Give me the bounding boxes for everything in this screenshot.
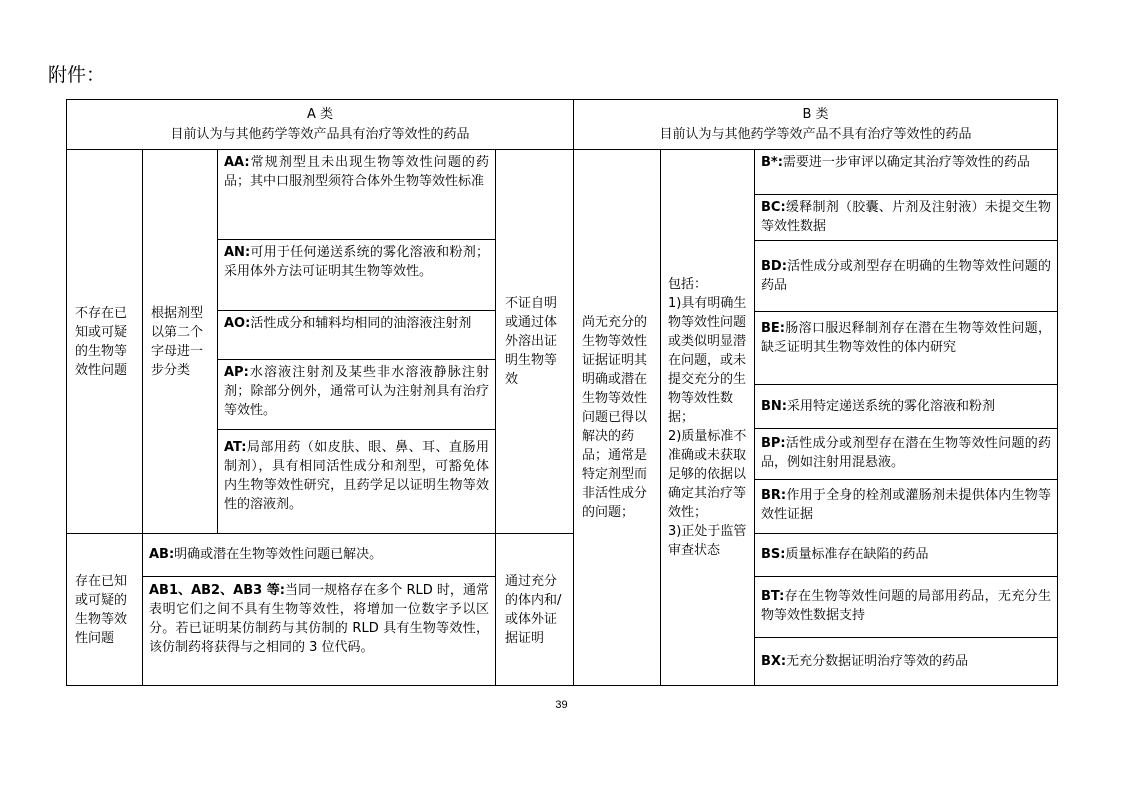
class-a-subtitle: 目前认为与其他药学等效产品具有治疗等效性的药品 xyxy=(170,126,470,142)
item-ao xyxy=(217,310,496,360)
item-bc-text: 缓释制剂（胶囊、片剂及注射液）未提交生物等效性数据 xyxy=(761,200,1051,234)
b-includes-item-1: 1)具有明确生物等效性问题或类似明显潜在问题，或未提交充分的生物等效性数据； xyxy=(668,296,747,425)
item-aa xyxy=(217,149,496,240)
item-b-star-code: B*: xyxy=(761,155,783,170)
item-ab-numbered-code: AB1、AB2、AB3 等: xyxy=(149,583,285,598)
a-group1-sub xyxy=(142,149,218,534)
item-ao-code: AO: xyxy=(224,316,251,331)
item-bd-code: BD: xyxy=(761,259,787,274)
b-includes-list xyxy=(668,275,747,560)
a-group2-evidence xyxy=(495,533,574,686)
class-a-title: A 类 xyxy=(306,106,334,122)
item-bs xyxy=(754,533,1058,577)
item-ab-code: AB: xyxy=(149,547,175,562)
a-group2-label-text: 存在已知或可疑的生物等效性问题 xyxy=(75,573,128,646)
item-bx-text: 无充分数据证明治疗等效的药品 xyxy=(786,654,969,669)
class-b-title: B 类 xyxy=(802,106,829,122)
item-ap-text: 水溶液注射剂及某些非水溶液静脉注射剂；除部分例外，通常可认为注射剂具有治疗等效性。 xyxy=(224,365,489,418)
a-group2-label xyxy=(66,533,143,686)
b-description-text: 尚无充分的生物等效性证据证明其明确或潜在生物等效性问题已得以解决的药品；通常是特定剂型而非活性成分的问题； xyxy=(582,315,648,520)
item-ao-text: 活性成分和辅料均相同的油溶液注射剂 xyxy=(250,316,472,331)
item-at xyxy=(217,429,496,534)
b-description xyxy=(573,149,661,686)
item-be-code: BE: xyxy=(761,321,785,336)
item-aa-text: 常规剂型且未出现生物等效性问题的药品；其中口服剂型须符合体外生物等效性标准 xyxy=(224,155,489,189)
item-ab xyxy=(142,533,496,577)
item-br-text: 作用于全身的栓剂或灌肠剂未提供体内生物等效性证据 xyxy=(761,488,1051,522)
item-br-code: BR: xyxy=(761,488,787,503)
item-an xyxy=(217,239,496,311)
item-an-code: AN: xyxy=(224,245,251,260)
item-b-star xyxy=(754,149,1058,195)
item-bx-code: BX: xyxy=(761,654,787,669)
item-at-code: AT: xyxy=(224,440,247,455)
item-bd xyxy=(754,240,1058,312)
item-bd-text: 活性成分或剂型存在明确的生物等效性问题的药品 xyxy=(761,259,1051,293)
item-at-text: 局部用药（如皮肤、眼、鼻、耳、直肠用制剂），具有相同活性成分和剂型，可豁免体内生物等效性研究，且药学足以证明生物等效性的溶液剂。 xyxy=(224,440,489,512)
item-bt-text: 存在生物等效性问题的局部用药品，无充分生物等效性数据支持 xyxy=(761,589,1051,623)
a-group1-evidence xyxy=(495,149,574,534)
a-group1-label xyxy=(66,149,143,534)
item-ap-code: AP: xyxy=(224,365,249,380)
item-bp-text: 活性成分或剂型存在潜在生物等效性问题的药品，例如注射用混悬液。 xyxy=(761,436,1051,470)
item-b-star-text: 需要进一步审评以确定其治疗等效性的药品 xyxy=(782,155,1030,170)
class-b-header xyxy=(573,99,1058,150)
item-ap xyxy=(217,359,496,430)
item-an-text: 可用于任何递送系统的雾化溶液和粉剂；采用体外方法可证明其生物等效性。 xyxy=(224,245,489,279)
item-bs-text: 质量标准存在缺陷的药品 xyxy=(785,547,929,562)
class-a-header xyxy=(66,99,574,150)
b-includes-heading: 包括： xyxy=(668,277,708,292)
item-bn-text: 采用特定递送系统的雾化溶液和粉剂 xyxy=(787,399,996,414)
a-group2-evidence-text: 通过充分的体内和/或体外证据证明 xyxy=(505,573,562,646)
item-ab-text: 明确或潜在生物等效性问题已解决。 xyxy=(174,547,383,562)
item-bc xyxy=(754,194,1058,241)
item-bp xyxy=(754,428,1058,480)
a-group1-label-text: 不存在已知或可疑的生物等效性问题 xyxy=(75,305,128,378)
item-bp-code: BP: xyxy=(761,436,786,451)
item-br xyxy=(754,479,1058,534)
item-bn xyxy=(754,384,1058,429)
item-ab-numbered xyxy=(142,576,496,686)
a-group1-sub-text: 根据剂型以第二个字母进一步分类 xyxy=(151,305,204,378)
item-bt-code: BT: xyxy=(761,589,785,604)
item-bc-code: BC: xyxy=(761,200,786,215)
item-ab-numbered-text: 当同一规格存在多个 RLD 时，通常表明它们之间不具有生物等效性，将增加一位数字予以区分。若已证明某仿制药与其仿制的 RLD 具有生物等效性，该仿制药将获得与之相同的 3 位代码。 xyxy=(149,583,489,655)
item-be xyxy=(754,311,1058,385)
item-bn-code: BN: xyxy=(761,399,787,414)
b-includes-item-3: 3)正处于监管审查状态 xyxy=(668,524,747,558)
attachment-label: 附件： xyxy=(48,64,106,86)
item-be-text: 肠溶口服迟释制剂存在潜在生物等效性问题，缺乏证明其生物等效性的体内研究 xyxy=(761,321,1051,355)
item-bx xyxy=(754,637,1058,686)
class-b-subtitle: 目前认为与其他药学等效产品不具有治疗等效性的药品 xyxy=(659,126,972,142)
b-includes xyxy=(660,149,755,686)
page-number: 39 xyxy=(555,699,568,711)
b-includes-item-2: 2)质量标准不准确或未获取足够的依据以确定其治疗等效性； xyxy=(668,429,747,520)
item-bt xyxy=(754,576,1058,638)
item-aa-code: AA: xyxy=(224,155,250,170)
item-bs-code: BS: xyxy=(761,547,786,562)
a-group1-evidence-text: 不证自明或通过体外溶出证明生物等效 xyxy=(505,296,558,387)
